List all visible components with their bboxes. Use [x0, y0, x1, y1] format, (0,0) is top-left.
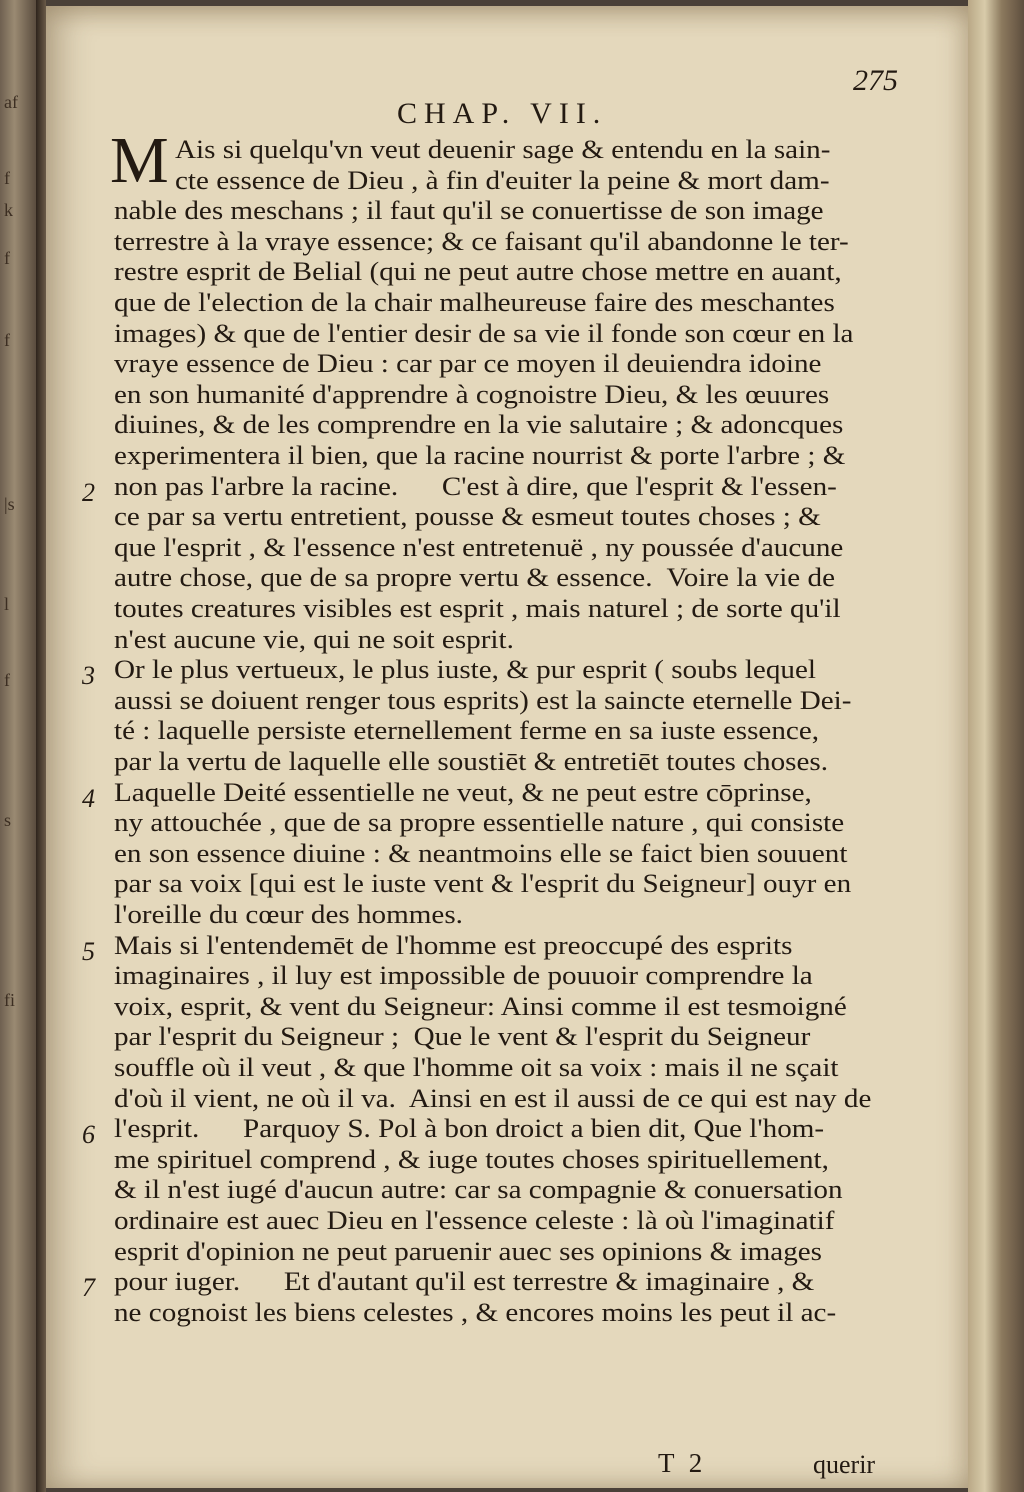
facing-page-mark: af	[4, 92, 18, 112]
text-line: d'où il vient, ne où il va. Ainsi en est il aussi de ce qui est nay de	[114, 1084, 872, 1113]
text-line: par sa voix [qui est le iuste vent & l'esprit du Seigneur] ouyr en	[114, 869, 852, 898]
text-line: images) & que de l'entier desir de sa vie il fonde son cœur en la	[114, 319, 854, 348]
text-line: nable des meschans ; il faut qu'il se conuertisse de son image	[114, 196, 824, 225]
text-line: n'est aucune vie, qui ne soit esprit.	[114, 625, 514, 654]
text-line: cte essence de Dieu , à fin d'euiter la peine & mort dam-	[175, 166, 830, 195]
text-line: l'esprit. Parquoy S. Pol à bon droict a bien dit, Que l'hom-	[114, 1114, 825, 1143]
text-line: aussi se doiuent renger tous esprits) est la saincte eternelle Dei-	[114, 686, 852, 715]
text-line: Ais si quelqu'vn veut deuenir sage & entendu en la sain-	[175, 135, 831, 164]
margin-number: 5	[82, 937, 95, 966]
margin-number: 6	[82, 1120, 95, 1149]
text-line: l'oreille du cœur des hommes.	[114, 900, 463, 929]
page-stack-edge	[968, 0, 1024, 1492]
text-line: non pas l'arbre la racine. C'est à dire, que l'esprit & l'essen-	[114, 472, 837, 501]
facing-page-mark: fi	[4, 990, 15, 1010]
text-line: experimentera il bien, que la racine nourrist & porte l'arbre ; &	[114, 441, 846, 470]
drop-cap: M	[110, 124, 169, 197]
facing-page-mark: f	[4, 330, 10, 350]
text-line: en son humanité d'apprendre à cognoistre Dieu, & les œuures	[114, 380, 830, 409]
text-line: autre chose, que de sa propre vertu & essence. Voire la vie de	[114, 563, 835, 592]
text-line: que de l'election de la chair malheureuse faire des meschantes	[114, 288, 835, 317]
text-line: terrestre à la vraye essence; & ce faisant qu'il abandonne le ter-	[114, 227, 849, 256]
margin-number: 4	[82, 784, 95, 813]
text-line: par la vertu de laquelle elle soustiēt & entretiēt toutes choses.	[114, 747, 829, 776]
page-number: 275	[853, 64, 898, 97]
facing-page-mark: k	[4, 200, 13, 220]
facing-page-mark: f	[4, 670, 10, 690]
facing-page-mark: l	[4, 594, 10, 614]
text-line: ne cognoist les biens celestes , & encores moins les peut il ac-	[114, 1298, 837, 1327]
catchword: querir	[813, 1450, 876, 1479]
text-line: ordinaire est auec Dieu en l'essence celeste : là où l'imaginatif	[114, 1206, 835, 1235]
facing-page-edge	[0, 0, 36, 1492]
facing-page-mark: f	[4, 168, 10, 188]
text-line: souffle où il veut , & que l'homme oit sa voix : mais il ne sçait	[114, 1053, 839, 1082]
text-line: té : laquelle persiste eternellement ferme en sa iuste essence,	[114, 716, 820, 745]
text-line: diuines, & de les comprendre en la vie salutaire ; & adoncques	[114, 410, 844, 439]
text-line: vraye essence de Dieu : car par ce moyen il deuiendra idoine	[114, 349, 822, 378]
text-line: restre esprit de Belial (qui ne peut autre chose mettre en auant,	[114, 257, 842, 286]
text-line: Laquelle Deité essentielle ne veut, & ne peut estre cōprinse,	[114, 778, 812, 807]
text-line: ny attouchée , que de sa propre essentielle nature , qui consiste	[114, 808, 845, 837]
margin-number: 3	[82, 661, 95, 690]
text-line: en son essence diuine : & neantmoins elle se faict bien souuent	[114, 839, 848, 868]
text-line: me spirituel comprend , & iuge toutes choses spirituellement,	[114, 1145, 829, 1174]
text-line: Or le plus vertueux, le plus iuste, & pur esprit ( soubs lequel	[114, 655, 816, 684]
text-line: esprit d'opinion ne peut paruenir auec ses opinions & images	[114, 1237, 823, 1266]
text-line: par l'esprit du Seigneur ; Que le vent & l'esprit du Seigneur	[114, 1022, 811, 1051]
chapter-heading: CHAP. VII.	[397, 97, 608, 130]
facing-page-mark: |s	[4, 494, 15, 514]
text-line: imaginaires , il luy est impossible de pouuoir comprendre la	[114, 961, 813, 990]
text-line: voix, esprit, & vent du Seigneur: Ainsi comme il est tesmoigné	[114, 992, 847, 1021]
signature-mark: T 2	[658, 1448, 707, 1478]
text-line: que l'esprit , & l'essence n'est entretenuë , ny poussée d'aucune	[114, 533, 844, 562]
text-line: pour iuger. Et d'autant qu'il est terrestre & imaginaire , &	[114, 1267, 815, 1296]
text-line: toutes creatures visibles est esprit , mais naturel ; de sorte qu'il	[114, 594, 841, 623]
book-gutter	[36, 0, 46, 1492]
text-line: & il n'est iugé d'aucun autre: car sa compagnie & conuersation	[114, 1175, 843, 1204]
margin-number: 7	[82, 1273, 95, 1302]
text-line: ce par sa vertu entretient, pousse & esmeut toutes choses ; &	[114, 502, 821, 531]
margin-number: 2	[82, 478, 95, 507]
facing-page-mark: s	[4, 810, 12, 830]
facing-page-mark: f	[4, 248, 10, 268]
text-line: Mais si l'entendemēt de l'homme est preoccupé des esprits	[114, 931, 793, 960]
